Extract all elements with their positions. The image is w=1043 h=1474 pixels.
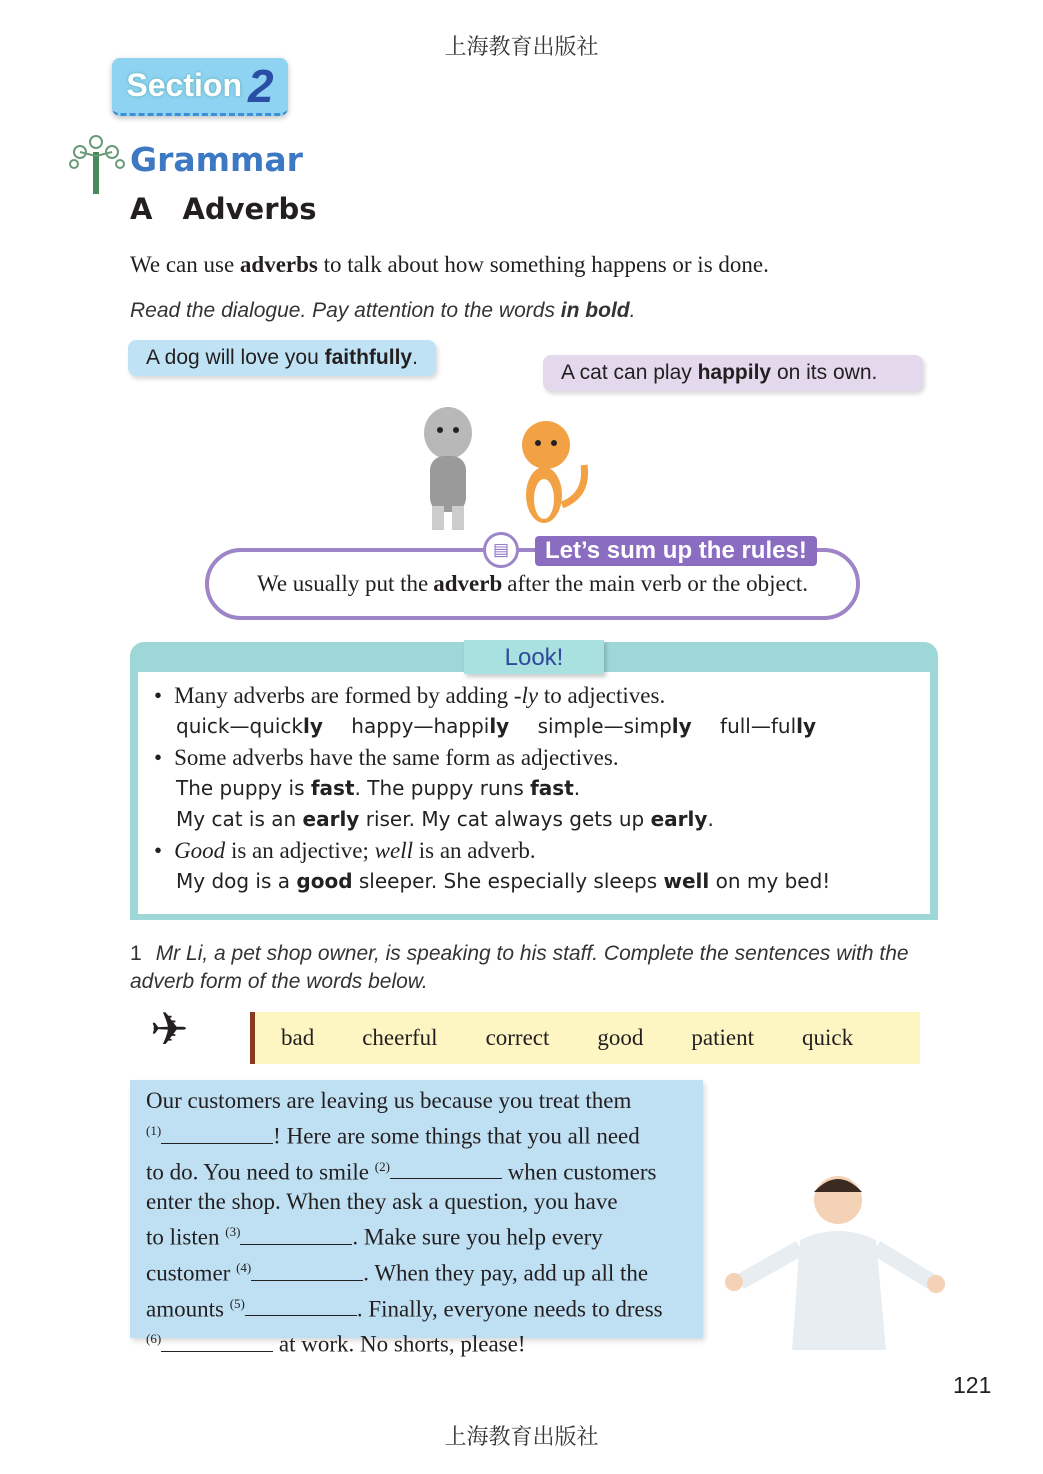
word-pair (538, 714, 692, 738)
text: to adjectives. (538, 683, 666, 708)
text: after the main verb or the object. (507, 571, 809, 596)
text: A cat can play (561, 361, 698, 384)
text: enter the shop. When they ask a question, you have (146, 1189, 618, 1215)
bullet: • (154, 838, 163, 863)
instruction-text (130, 299, 635, 323)
intro-text (130, 252, 769, 278)
heading-title: Adverbs (182, 192, 317, 226)
bold-text: faithfully (324, 346, 413, 369)
text: simple—simp (537, 714, 672, 738)
blank-2[interactable] (390, 1161, 502, 1179)
text: Read the dialogue. Pay attention to the words (130, 299, 561, 322)
text: We can use (130, 252, 240, 277)
blank-5[interactable] (245, 1298, 357, 1316)
tree-pencil-icon (68, 132, 126, 201)
word-pair (720, 714, 816, 738)
blank-3[interactable] (240, 1227, 352, 1245)
bullet: • (154, 745, 163, 770)
text: full—ful (720, 714, 797, 738)
question-text: Mr Li, a pet shop owner, is speaking to his staff. Complete the sentences with the adverb form of the words below. (130, 942, 909, 993)
publisher-footer: 上海教育出版社 (444, 1425, 599, 1450)
exercise-passage: Our customers are leaving us because you treat them $^{(1)}$ ! Here are some things that you all need to do. You need to smile $^{(2)}$ when customers enter the shop. When they ask a question, you have to listen $^{(3)}$ . Make sure you help every customer $^{(4)}$ . When they pay, add up all the amounts $^{(5)}$ . Finally, everyone needs to dress $^{(6)}$ at work. No shorts, please! (130, 1080, 703, 1338)
grammar-title: Grammar (130, 140, 303, 179)
bold-text: ly (796, 714, 817, 738)
bullet: • (154, 683, 163, 708)
text: happy—happi (351, 714, 490, 738)
example-sentence: My cat is an early riser. My cat always gets up early. (176, 807, 714, 831)
section-word: Section (126, 67, 242, 103)
text: Many adverbs are formed by adding (174, 683, 514, 708)
blank-4[interactable] (251, 1263, 363, 1281)
bold-text: ly (671, 714, 692, 738)
text: We usually put the (256, 571, 429, 596)
bold-text: ly (303, 714, 323, 738)
blank-1[interactable] (161, 1126, 273, 1144)
text: quick—quick (176, 714, 304, 738)
look-box (130, 642, 938, 920)
look-point-1 (154, 680, 914, 711)
document-icon: ▤ (483, 532, 519, 568)
word-pair (176, 714, 323, 738)
text: Some adverbs have the same form as adjectives. (174, 745, 619, 770)
word-bank-item: correct (485, 1025, 550, 1050)
italic-text: -ly (513, 683, 539, 708)
word-bank-item: cheerful (362, 1025, 438, 1050)
section-badge (112, 58, 288, 116)
cat-illustration (500, 415, 595, 532)
section-number: 2 (247, 59, 274, 112)
text: Our customers are leaving us because you treat them (146, 1088, 632, 1113)
look-point-2 (154, 742, 914, 773)
shop-owner-illustration (720, 1170, 945, 1350)
look-tag: Look! (464, 640, 604, 674)
bold-text: adverbs (239, 252, 318, 277)
heading-letter: A (130, 192, 153, 226)
dog-illustration (410, 398, 485, 538)
bold-text: happily (697, 361, 772, 384)
blank-6[interactable] (161, 1334, 273, 1352)
word-bank-item: patient (691, 1025, 754, 1050)
exercise-question (130, 940, 940, 996)
word-bank-item: bad (281, 1025, 315, 1050)
question-number: 1 (130, 942, 142, 965)
bold-text: in bold (560, 299, 630, 322)
word-pair (351, 714, 509, 738)
word-bank-item: quick (802, 1025, 854, 1050)
page-number: 121 (953, 1372, 992, 1398)
example-sentence: My dog is a good sleeper. She especially sleeps well on my bed! (176, 869, 831, 893)
ly-examples (154, 711, 914, 742)
word-bank-item: good (597, 1025, 644, 1050)
look-point-3: • Good is an adjective; well is an adverb. (154, 835, 914, 866)
publisher-header: 上海教育出版社 (444, 35, 599, 60)
text: . (629, 299, 636, 322)
bold-text: adverb (433, 571, 503, 596)
word-bank (250, 1012, 920, 1064)
text: to talk about how something happens or is done. (317, 252, 769, 277)
dog-speech-bubble (128, 340, 436, 376)
example-sentence: The puppy is fast. The puppy runs fast. (176, 776, 581, 800)
bold-text: ly (489, 714, 510, 738)
text: . (412, 346, 418, 369)
text: A dog will love you (146, 346, 325, 369)
airplane-icon: ✈ (150, 1004, 189, 1055)
rules-tag: Let’s sum up the rules! (535, 536, 817, 566)
lesson-heading (130, 192, 317, 226)
cat-speech-bubble (543, 355, 923, 391)
text: on its own. (771, 361, 878, 384)
